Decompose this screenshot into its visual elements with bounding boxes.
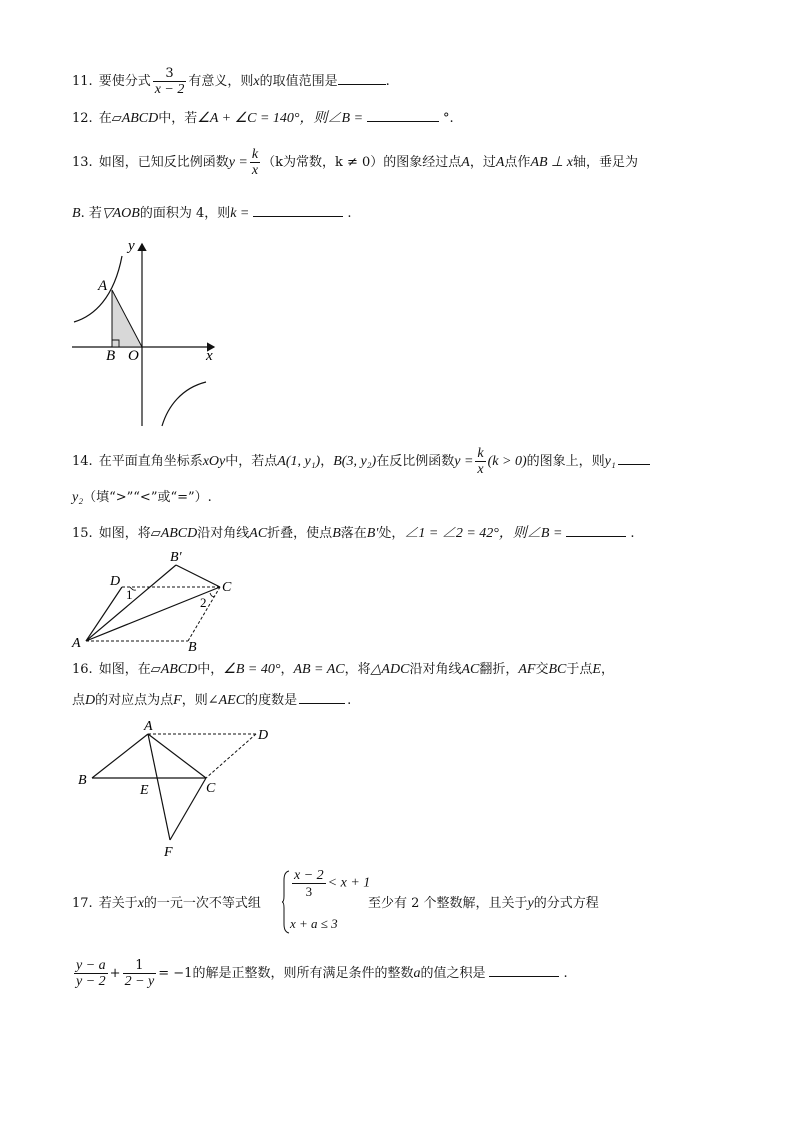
figure-name: ABCD — [160, 526, 198, 541]
question-16-line2 — [72, 691, 351, 710]
label-a: A — [144, 719, 153, 734]
text: 的度数是 — [245, 693, 298, 708]
parallelogram-symbol: ▱ — [150, 526, 161, 541]
question-ask: ，则∠B = — [299, 111, 364, 126]
answer-blank[interactable] — [338, 72, 386, 85]
label-c: C — [206, 781, 216, 796]
numerator: k — [477, 446, 484, 461]
parallelogram-symbol: ▱ — [150, 662, 161, 677]
label-c: C — [222, 580, 232, 595]
segment: BC — [548, 662, 567, 677]
answer-blank[interactable] — [489, 964, 559, 977]
question-number: 11. — [72, 74, 93, 89]
text: 的值之积是 — [420, 966, 486, 981]
condition: AB ⊥ x — [530, 155, 573, 170]
numerator: k — [251, 147, 259, 162]
text: 轴，垂足为 — [572, 155, 638, 170]
question-17 — [72, 895, 261, 913]
numerator: 3 — [153, 66, 187, 82]
edge-ab-prime — [86, 565, 176, 641]
variable: x — [253, 74, 260, 89]
figure-name: ABCD — [121, 111, 159, 126]
text: 有意义，则 — [188, 74, 254, 89]
y2: y₂ — [72, 490, 84, 505]
point: A — [495, 155, 505, 170]
text: 处， — [378, 526, 405, 541]
left-brace — [282, 870, 290, 934]
text: 的取值范围是 — [259, 74, 338, 89]
text: ， — [600, 662, 614, 677]
segment: AF — [518, 662, 536, 677]
label-d: D — [258, 728, 269, 743]
text: . — [385, 74, 390, 89]
text: ，过 — [469, 155, 496, 170]
inequality-2: x + a ≤ 3 — [290, 916, 338, 931]
edge-ac — [148, 734, 206, 778]
question-13-line2 — [72, 204, 352, 223]
fraction — [153, 66, 187, 97]
text: 在 — [98, 111, 112, 126]
text: 交 — [535, 662, 549, 677]
text: 的图象上，则 — [526, 454, 605, 469]
denominator: 3 — [305, 884, 313, 899]
text: . — [347, 693, 352, 708]
text: . — [563, 966, 568, 981]
text: 落在 — [340, 526, 367, 541]
edge-fc — [170, 778, 206, 840]
question-number: 17. — [72, 896, 93, 911]
text: . — [347, 206, 352, 221]
variable: y — [527, 896, 534, 911]
denominator: x − 2 — [154, 82, 185, 97]
hyperbola-branch-right — [162, 382, 206, 426]
edge-af — [148, 734, 170, 840]
text: . — [630, 526, 635, 541]
text: 在反比例函数 — [376, 454, 455, 469]
question-14 — [72, 446, 650, 477]
inequality-1 — [290, 868, 370, 899]
denominator: y − 2 — [76, 974, 106, 989]
label-x: x — [206, 348, 213, 364]
point: B — [72, 206, 81, 221]
point: B′ — [366, 526, 379, 541]
question-16 — [72, 661, 614, 679]
label-angle-2: 2 — [200, 595, 207, 610]
text: ， — [280, 662, 294, 677]
numerator: 1 — [123, 958, 157, 974]
label-b: B — [188, 640, 197, 653]
point: B — [332, 526, 341, 541]
text: 要使分式 — [98, 74, 151, 89]
text: 的对应点为点 — [95, 693, 174, 708]
text: 中，若点 — [225, 454, 278, 469]
numerator: x − 2 — [294, 868, 324, 883]
text: 在平面直角坐标系 — [98, 454, 203, 469]
label-angle-1: 1 — [126, 587, 133, 602]
point-b: B(3, y₂) — [333, 454, 377, 469]
question-number: 13. — [72, 155, 93, 170]
function-lhs: y = — [454, 454, 474, 469]
variable: a — [413, 966, 421, 981]
question-number: 15. — [72, 526, 93, 541]
inequality-system — [282, 868, 371, 936]
label-b: B — [106, 348, 116, 364]
fraction — [123, 958, 157, 989]
text: 如图，将 — [98, 526, 151, 541]
condition: AB = AC — [293, 662, 345, 677]
text: 点 — [72, 693, 86, 708]
answer-blank[interactable] — [367, 109, 439, 122]
label-o: O — [128, 348, 139, 364]
variable: x — [137, 896, 144, 911]
label-a: A — [72, 636, 81, 651]
triangle: ▽AOB — [101, 206, 140, 221]
plus-sign: + — [109, 966, 121, 981]
fraction — [292, 868, 326, 899]
text: 中，若 — [158, 111, 198, 126]
figure-15-parallelogram — [70, 549, 240, 653]
point: E — [592, 662, 601, 677]
text: （k为常数，k ≠ 0）的图象经过点 — [262, 155, 462, 170]
question-number: 12. — [72, 111, 93, 126]
edge-dc — [206, 734, 256, 778]
k-equals: k = — [230, 206, 250, 221]
triangle: △ADC — [370, 662, 410, 677]
answer-blank[interactable] — [618, 452, 650, 465]
condition: ∠1 = ∠2 = 42° — [404, 526, 499, 541]
text: . 若 — [80, 206, 102, 221]
answer-blank[interactable] — [299, 691, 345, 704]
answer-blank[interactable] — [566, 524, 626, 537]
text: 沿对角线 — [409, 662, 462, 677]
text: 沿对角线 — [197, 526, 250, 541]
function-lhs: y = — [228, 155, 248, 170]
text: 翻折， — [479, 662, 519, 677]
label-b-prime: B′ — [170, 550, 182, 565]
text: （填“>”“<”或“=”）. — [83, 490, 212, 505]
condition: ∠B = 40° — [223, 662, 281, 677]
point-a: A(1, y₁) — [277, 454, 321, 469]
equation-rhs: = −1 — [158, 966, 193, 981]
figure-name: ABCD — [160, 662, 198, 677]
edge-b-prime-c — [176, 565, 220, 587]
question-number: 16. — [72, 662, 93, 677]
triangle-aob — [112, 290, 142, 347]
question-12 — [72, 109, 454, 128]
coordinate-system: xOy — [202, 454, 226, 469]
point: F — [173, 693, 182, 708]
segment: AC — [461, 662, 480, 677]
question-ask: ，则∠B = — [498, 526, 563, 541]
text: 的解是正整数，则所有满足条件的整数 — [192, 966, 414, 981]
question-number: 14. — [72, 454, 93, 469]
text: 至少有 2 个整数解，且关于 — [368, 896, 528, 911]
question-13 — [72, 147, 638, 178]
text: 折叠，使点 — [267, 526, 333, 541]
text: ，将 — [344, 662, 371, 677]
text: 若关于 — [98, 896, 138, 911]
label-b: B — [78, 773, 87, 788]
text: °. — [443, 111, 454, 126]
figure-16-parallelogram — [72, 716, 282, 862]
question-11 — [72, 66, 390, 97]
question-15 — [72, 524, 635, 543]
text: 于点 — [566, 662, 593, 677]
denominator: x — [477, 462, 484, 477]
question-14-line2 — [72, 489, 212, 507]
angle-name: AEC — [218, 693, 246, 708]
fraction — [250, 147, 260, 178]
answer-blank[interactable] — [253, 204, 343, 217]
label-d: D — [110, 574, 121, 589]
text: 如图，在 — [98, 662, 151, 677]
label-y: y — [128, 238, 135, 254]
fraction — [475, 446, 485, 477]
text: 点作 — [504, 155, 531, 170]
label-a: A — [98, 278, 108, 294]
condition: ∠A + ∠C = 140° — [197, 111, 300, 126]
parallelogram-symbol: ▱ — [111, 111, 122, 126]
point: A — [461, 155, 470, 170]
fraction — [74, 958, 108, 989]
text: 中， — [197, 662, 224, 677]
question-17-cont — [368, 895, 599, 913]
text: 如图，已知反比例函数 — [98, 155, 229, 170]
text: 的分式方程 — [533, 896, 599, 911]
label-e: E — [140, 783, 149, 798]
label-f: F — [164, 845, 173, 860]
denominator: 2 − y — [124, 974, 155, 989]
segment: AC — [249, 526, 268, 541]
text: ，则∠ — [181, 693, 219, 708]
inequality-rhs: < x + 1 — [327, 875, 371, 891]
numerator: y − a — [76, 958, 106, 973]
text: 的一元一次不等式组 — [143, 896, 261, 911]
angle-2-arc — [210, 593, 215, 597]
text: 的面积为 4，则 — [139, 206, 231, 221]
edge-ad — [86, 587, 122, 641]
y1: y₁ — [604, 454, 616, 469]
condition: (k > 0) — [487, 454, 527, 469]
denominator: x — [251, 163, 259, 178]
question-17-line2 — [72, 958, 568, 989]
edge-ab — [92, 734, 148, 778]
point: D — [85, 693, 96, 708]
text: ， — [320, 454, 334, 469]
figure-13-graph — [64, 236, 234, 428]
